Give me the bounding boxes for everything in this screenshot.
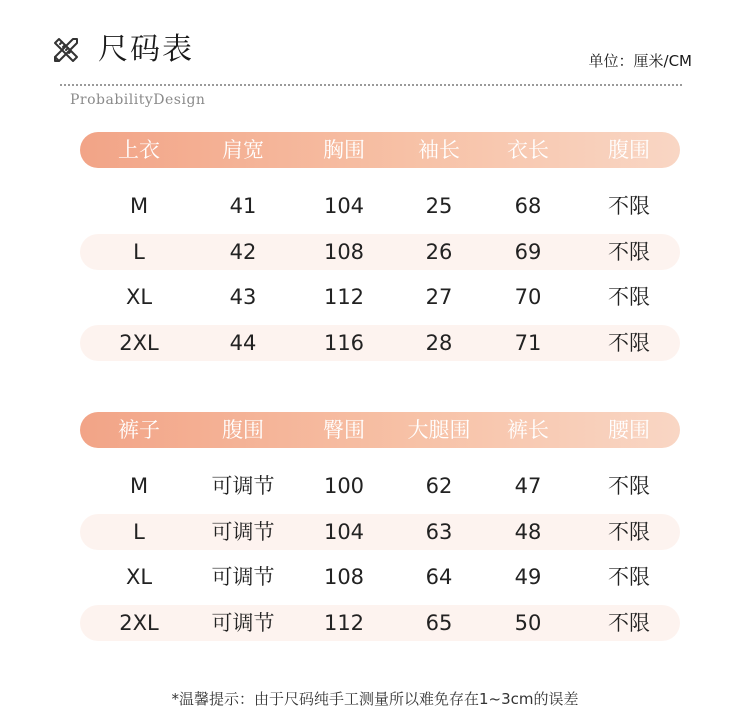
table-cell: 108: [323, 565, 365, 589]
table-cell: 47: [514, 474, 542, 498]
table-cell: 不限: [608, 610, 650, 635]
table-cell: 不限: [608, 519, 650, 544]
table-cell: 50: [514, 610, 542, 635]
table-cell: 不限: [608, 474, 650, 498]
size-cell: 2XL: [119, 330, 159, 355]
measurement-footnote: *温馨提示：由于尺码纯手工测量所以难免存在1~3cm的误差: [171, 690, 579, 708]
table-cell: 27: [425, 285, 453, 309]
pants-header-hip: 臀围: [323, 418, 365, 442]
table-cell: 25: [425, 194, 453, 218]
unit-label: 单位：厘米/CM: [588, 52, 692, 70]
table-cell: 70: [514, 285, 542, 309]
size-cell: L: [133, 519, 145, 544]
pants-header-waist: 腰围: [608, 418, 650, 442]
table-cell: 可调节: [211, 565, 275, 589]
tops-header-length: 衣长: [507, 138, 549, 162]
page-title: 尺码表: [98, 32, 194, 67]
table-cell: 65: [425, 610, 453, 635]
tops-size-table: [80, 132, 680, 370]
pants-header-belly: 腹围: [222, 418, 264, 442]
page-header: [0, 0, 750, 112]
table-row: [80, 234, 680, 270]
table-row: [80, 605, 680, 641]
table-cell: 62: [425, 474, 453, 498]
table-row: [80, 188, 680, 224]
dotted-divider: [60, 84, 682, 86]
table-row: [80, 325, 680, 361]
pants-header-thigh: 大腿围: [407, 418, 471, 442]
tops-header-category: 上衣: [118, 138, 160, 162]
table-cell: 不限: [608, 285, 650, 309]
table-cell: 28: [425, 330, 453, 355]
table-cell: 41: [229, 194, 257, 218]
table-cell: 112: [323, 285, 365, 309]
table-cell: 64: [425, 565, 453, 589]
tops-header-band: [80, 132, 680, 168]
table-row: [80, 468, 680, 504]
table-cell: 26: [425, 239, 453, 264]
table-cell: 可调节: [211, 474, 275, 498]
table-cell: 104: [323, 519, 365, 544]
tops-header-shoulder: 肩宽: [222, 138, 264, 162]
table-cell: 71: [514, 330, 542, 355]
table-cell: 44: [229, 330, 257, 355]
table-cell: 不限: [608, 239, 650, 264]
table-cell: 100: [323, 474, 365, 498]
size-cell: M: [129, 194, 149, 218]
pants-size-table: [80, 412, 680, 650]
table-cell: 43: [229, 285, 257, 309]
ruler-pencil-cross-icon: [52, 36, 80, 64]
size-cell: 2XL: [119, 610, 159, 635]
table-cell: 116: [323, 330, 365, 355]
table-cell: 69: [514, 239, 542, 264]
table-cell: 68: [514, 194, 542, 218]
table-cell: 不限: [608, 565, 650, 589]
table-cell: 48: [514, 519, 542, 544]
size-cell: XL: [125, 565, 153, 589]
table-row: [80, 559, 680, 595]
pants-header-length: 裤长: [507, 418, 549, 442]
pants-header-category: 裤子: [118, 418, 160, 442]
table-row: [80, 279, 680, 315]
tops-header-chest: 胸围: [323, 138, 365, 162]
size-cell: L: [133, 239, 145, 264]
size-cell: XL: [125, 285, 153, 309]
table-cell: 不限: [608, 330, 650, 355]
table-cell: 可调节: [211, 610, 275, 635]
tops-header-sleeve: 袖长: [418, 138, 460, 162]
brand-label: ProbabilityDesign: [70, 92, 206, 108]
table-cell: 63: [425, 519, 453, 544]
pants-header-band: [80, 412, 680, 448]
table-cell: 不限: [608, 194, 650, 218]
table-cell: 108: [323, 239, 365, 264]
tops-header-belly: 腹围: [608, 138, 650, 162]
size-cell: M: [129, 474, 149, 498]
table-cell: 112: [323, 610, 365, 635]
table-cell: 42: [229, 239, 257, 264]
table-cell: 49: [514, 565, 542, 589]
table-cell: 可调节: [211, 519, 275, 544]
table-cell: 104: [323, 194, 365, 218]
table-row: [80, 514, 680, 550]
